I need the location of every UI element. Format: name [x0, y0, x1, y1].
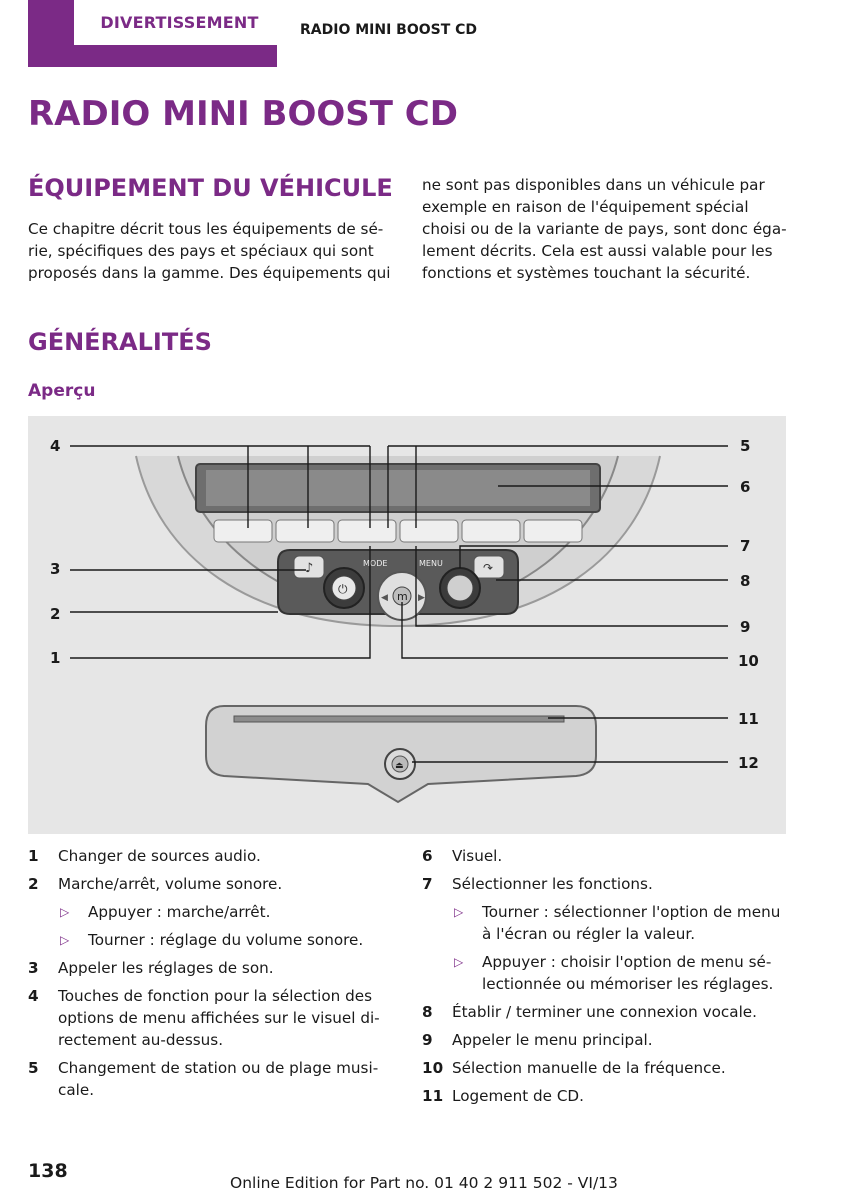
legend-subtext: Tourner : réglage du volume sonore.	[88, 931, 364, 949]
chapter-tab-block	[28, 0, 277, 67]
callout-6: 6	[740, 478, 751, 496]
triangle-bullet-icon: ▷	[60, 905, 70, 919]
menu-knob-cap	[447, 575, 473, 601]
callout-1: 1	[50, 649, 61, 667]
legend-number: 5	[28, 1059, 39, 1077]
callout-4: 4	[50, 437, 61, 455]
legend-text: Visuel.	[452, 847, 503, 865]
legend-subtext-line: lectionnée ou mémoriser les réglages.	[482, 975, 774, 993]
legend-text-line: Touches de fonction pour la sélection des	[58, 987, 372, 1005]
text-line: ne sont pas disponibles dans un véhicule par	[422, 176, 765, 194]
function-button[interactable]	[276, 520, 334, 542]
text-line: choisi ou de la variante de pays, sont donc éga-	[422, 220, 787, 238]
legend-item	[422, 1057, 802, 1079]
callout-3: 3	[50, 560, 61, 578]
legend-subitem	[28, 901, 398, 923]
tune-left-icon: ◀	[381, 593, 388, 603]
callout-7: 7	[740, 537, 751, 555]
function-button[interactable]	[462, 520, 520, 542]
triangle-bullet-icon: ▷	[454, 905, 464, 919]
legend-item	[422, 845, 802, 867]
music-note-icon: ♪	[305, 561, 314, 576]
legend-text: Changer de sources audio.	[58, 847, 261, 865]
legend-item	[422, 1001, 802, 1023]
legend-number: 6	[422, 847, 433, 865]
legend-text-line: cale.	[58, 1081, 95, 1099]
legend-text: Marche/arrêt, volume sonore.	[58, 875, 283, 893]
tune-right-icon: ▶	[418, 593, 425, 603]
cd-slot[interactable]	[234, 716, 564, 722]
legend-number: 1	[28, 847, 39, 865]
function-button[interactable]	[214, 520, 272, 542]
page-title: RADIO MINI BOOST CD	[28, 94, 458, 134]
footer-edition: Online Edition for Part no. 01 40 2 911 502 - VI/13	[230, 1174, 618, 1192]
legend-item	[422, 1029, 802, 1051]
legend-number: 9	[422, 1031, 433, 1049]
chapter-tab[interactable]	[74, 0, 285, 45]
callout-5: 5	[740, 437, 751, 455]
triangle-bullet-icon: ▷	[60, 933, 70, 947]
text-line: proposés dans la gamme. Des équipements qui	[28, 264, 391, 282]
subheading-apercu: Aperçu	[28, 381, 96, 401]
menu-m-label: m	[397, 590, 408, 603]
section1-col1-text	[28, 218, 398, 284]
radio-diagram	[28, 416, 786, 834]
callout-2: 2	[50, 605, 61, 623]
legend-text: Sélectionner les fonctions.	[452, 875, 653, 893]
legend-item	[422, 873, 802, 895]
legend-item	[28, 873, 398, 895]
text-line: lement décrits. Cela est aussi valable pour les	[422, 242, 773, 260]
legend-item	[28, 957, 398, 979]
legend-text: Établir / terminer une connexion vocale.	[452, 1003, 757, 1021]
text-line: rie, spécifiques des pays et spéciaux qui sont	[28, 242, 374, 260]
function-button[interactable]	[400, 520, 458, 542]
legend-number: 3	[28, 959, 39, 977]
section-heading-equipement: ÉQUIPEMENT DU VÉHICULE	[28, 174, 393, 202]
legend-subtext-line: à l'écran ou régler la valeur.	[482, 925, 696, 943]
text-line: exemple en raison de l'équipement spécial	[422, 198, 749, 216]
legend-left	[28, 845, 398, 1107]
display-glass	[206, 470, 590, 506]
page-number: 138	[28, 1160, 68, 1182]
legend-number: 4	[28, 987, 39, 1005]
phone-icon: ↷	[483, 561, 494, 575]
text-line: Ce chapitre décrit tous les équipements de sé-	[28, 220, 384, 238]
legend-number: 2	[28, 875, 39, 893]
callout-10: 10	[738, 652, 759, 670]
legend-text-line: rectement au-dessus.	[58, 1031, 224, 1049]
legend-item	[28, 985, 398, 1051]
section1-col2-text	[422, 174, 802, 284]
legend-text: Sélection manuelle de la fréquence.	[452, 1059, 726, 1077]
power-icon: ⏻	[338, 582, 348, 596]
legend-subtext-line: Tourner : sélectionner l'option de menu	[482, 903, 781, 921]
legend-subitem	[422, 901, 802, 945]
chapter-tab-label: DIVERTISSEMENT	[100, 13, 259, 32]
legend-text: Appeler le menu principal.	[452, 1031, 653, 1049]
function-button[interactable]	[524, 520, 582, 542]
eject-icon: ⏏	[395, 761, 404, 771]
legend-text: Logement de CD.	[452, 1087, 584, 1105]
legend-item	[422, 1085, 802, 1107]
legend-right	[422, 845, 802, 1113]
legend-text-line: Changement de station ou de plage musi-	[58, 1059, 379, 1077]
legend-subtext: Appuyer : marche/arrêt.	[88, 903, 271, 921]
mode-label: MODE	[363, 559, 388, 568]
text-line: fonctions et systèmes touchant la sécurité.	[422, 264, 751, 282]
legend-number: 7	[422, 875, 433, 893]
menu-label: MENU	[419, 559, 443, 568]
legend-text-line: options de menu affichées sur le visuel di-	[58, 1009, 380, 1027]
legend-number: 11	[422, 1087, 444, 1105]
legend-text: Appeler les réglages de son.	[58, 959, 274, 977]
legend-item	[28, 1057, 398, 1101]
legend-item	[28, 845, 398, 867]
legend-subitem	[28, 929, 398, 951]
legend-number: 8	[422, 1003, 433, 1021]
running-header-title: RADIO MINI BOOST CD	[300, 22, 478, 38]
callout-11: 11	[738, 710, 759, 728]
callout-8: 8	[740, 572, 751, 590]
callout-12: 12	[738, 754, 759, 772]
legend-number: 10	[422, 1059, 444, 1077]
radio-diagram-svg	[28, 416, 786, 834]
callout-9: 9	[740, 618, 751, 636]
triangle-bullet-icon: ▷	[454, 955, 464, 969]
section-heading-generalites: GÉNÉRALITÉS	[28, 328, 212, 356]
legend-subitem	[422, 951, 802, 995]
legend-subtext-line: Appuyer : choisir l'option de menu sé-	[482, 953, 772, 971]
